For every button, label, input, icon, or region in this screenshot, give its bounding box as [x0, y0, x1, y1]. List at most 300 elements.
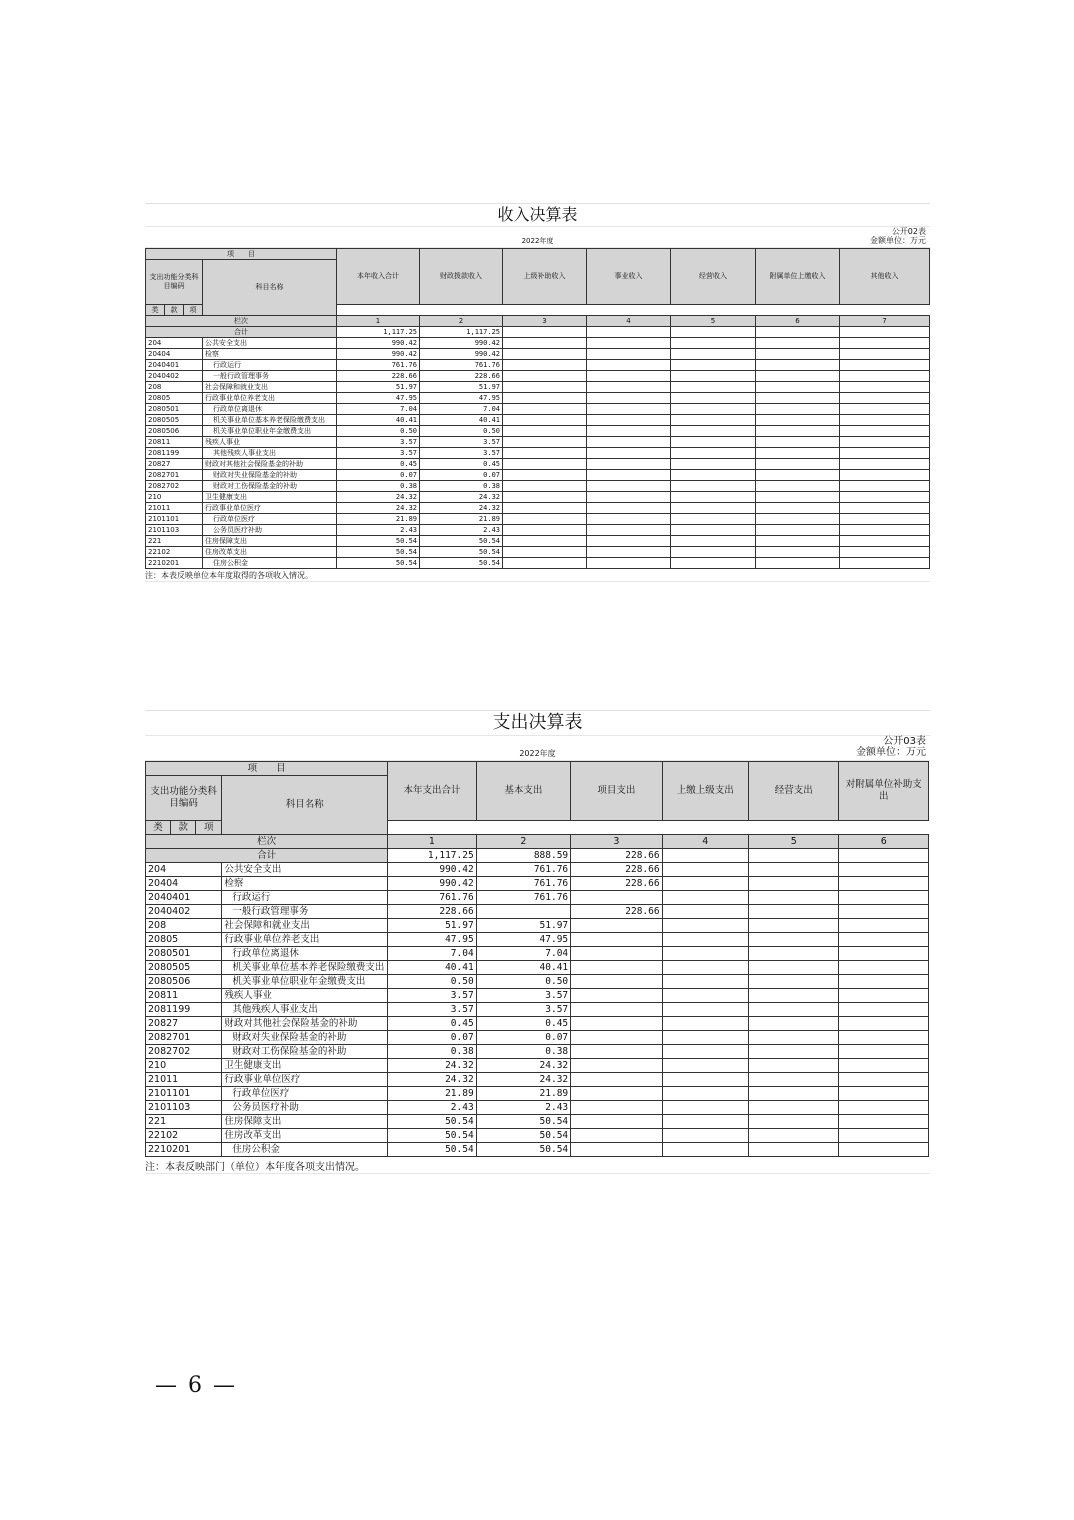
row-value: 24.32: [420, 503, 503, 514]
empty-cell: [662, 891, 748, 905]
empty-cell: [756, 371, 840, 382]
row-value: 24.32: [476, 1073, 570, 1087]
row-name: 财政对工伤保险基金的补助: [222, 1045, 388, 1059]
empty-cell: [503, 426, 587, 437]
income-header-xiang: 项: [184, 305, 203, 316]
empty-cell: [840, 536, 930, 547]
income-header-code-group: 支出功能分类科目编码: [146, 260, 203, 305]
row-value: 228.66: [388, 905, 476, 919]
empty-cell: [503, 558, 587, 569]
empty-cell: [671, 382, 756, 393]
row-value: 50.54: [388, 1129, 476, 1143]
empty-cell: [662, 1017, 748, 1031]
empty-cell: [503, 470, 587, 481]
empty-cell: [756, 459, 840, 470]
empty-cell: [839, 975, 929, 989]
empty-cell: [756, 558, 840, 569]
empty-cell: [587, 382, 671, 393]
row-value: 3.57: [337, 437, 420, 448]
expense-table-grid: [145, 761, 929, 1157]
empty-cell: [749, 891, 839, 905]
empty-cell: [839, 919, 929, 933]
empty-cell: [839, 1031, 929, 1045]
empty-cell: [839, 863, 929, 877]
expense-col-num: 4: [662, 835, 748, 849]
row-value: [571, 1101, 662, 1115]
table-row: [146, 877, 929, 891]
empty-cell: [839, 947, 929, 961]
table-row: [146, 1115, 929, 1129]
empty-cell: [587, 470, 671, 481]
row-value: 50.54: [420, 558, 503, 569]
table-row: [146, 905, 929, 919]
empty-cell: [587, 503, 671, 514]
empty-cell: [839, 1115, 929, 1129]
row-value: 990.42: [388, 877, 476, 891]
row-value: 3.57: [388, 989, 476, 1003]
empty-cell: [840, 426, 930, 437]
row-code: 2101101: [146, 514, 203, 525]
row-code: 2081199: [146, 1003, 222, 1017]
row-value: 51.97: [420, 382, 503, 393]
row-value: 228.66: [420, 371, 503, 382]
empty-cell: [840, 558, 930, 569]
row-value: 228.66: [571, 905, 662, 919]
empty-cell: [671, 437, 756, 448]
table-row: [146, 547, 930, 558]
empty-cell: [662, 877, 748, 891]
row-value: 7.04: [476, 947, 570, 961]
row-value: 21.89: [420, 514, 503, 525]
row-value: 761.76: [476, 877, 570, 891]
expense-col-num: 3: [571, 835, 662, 849]
table-row: [146, 426, 930, 437]
expense-table-meta: [145, 736, 930, 761]
table-row: [146, 1031, 929, 1045]
row-value: 24.32: [420, 492, 503, 503]
row-code: 208: [146, 382, 203, 393]
row-value: 0.38: [337, 481, 420, 492]
empty-cell: [840, 382, 930, 393]
empty-cell: [840, 415, 930, 426]
row-value: 2.43: [388, 1101, 476, 1115]
table-row: [146, 863, 929, 877]
page-number: — 6 —: [155, 1373, 237, 1398]
empty-cell: [749, 961, 839, 975]
row-value: 47.95: [388, 933, 476, 947]
empty-cell: [839, 1087, 929, 1101]
row-name: 财政对其他社会保险基金的补助: [222, 1017, 388, 1031]
row-code: 2040402: [146, 371, 203, 382]
row-value: [571, 1073, 662, 1087]
row-value: 3.57: [476, 1003, 570, 1017]
row-name: 公共安全支出: [203, 338, 337, 349]
empty-cell: [749, 989, 839, 1003]
empty-cell: [662, 975, 748, 989]
empty-cell: [756, 404, 840, 415]
empty-cell: [756, 492, 840, 503]
row-code: 2082701: [146, 470, 203, 481]
row-value: 761.76: [476, 863, 570, 877]
row-value: 7.04: [388, 947, 476, 961]
row-name: 行政单位离退休: [203, 404, 337, 415]
row-value: 0.38: [476, 1045, 570, 1059]
expense-table-year: 2022年度: [519, 749, 556, 758]
empty-cell: [662, 1129, 748, 1143]
empty-cell: [662, 1101, 748, 1115]
row-code: 2080506: [146, 975, 222, 989]
empty-cell: [839, 905, 929, 919]
table-row: [146, 393, 930, 404]
empty-cell: [839, 1143, 929, 1157]
empty-cell: [503, 393, 587, 404]
expense-header-xiangmu: 项 目: [146, 762, 388, 776]
row-code: 2080501: [146, 947, 222, 961]
row-value: 2.43: [420, 525, 503, 536]
expense-total-value: 228.66: [571, 849, 662, 863]
row-name: 其他残疾人事业支出: [222, 1003, 388, 1017]
row-value: 2.43: [476, 1101, 570, 1115]
row-code: 204: [146, 863, 222, 877]
income-header-col-6: 附属单位上缴收入: [756, 249, 840, 305]
row-code: 20827: [146, 459, 203, 470]
row-value: 0.38: [420, 481, 503, 492]
expense-total-value: 888.59: [476, 849, 570, 863]
table-row: [146, 961, 929, 975]
row-code: 2080505: [146, 961, 222, 975]
income-col-num: 2: [420, 316, 503, 327]
row-value: 990.42: [337, 338, 420, 349]
row-value: 50.54: [337, 536, 420, 547]
row-value: 0.45: [476, 1017, 570, 1031]
empty-cell: [587, 448, 671, 459]
empty-cell: [839, 989, 929, 1003]
empty-cell: [749, 1017, 839, 1031]
row-value: [571, 947, 662, 961]
table-row: [146, 1087, 929, 1101]
expense-table-title: 支出决算表: [145, 710, 930, 736]
expense-header-kuan: 款: [171, 821, 196, 835]
empty-cell: [503, 415, 587, 426]
row-value: 0.07: [337, 470, 420, 481]
row-value: 3.57: [388, 1003, 476, 1017]
empty-cell: [671, 338, 756, 349]
row-name: 行政运行: [222, 891, 388, 905]
row-value: 228.66: [571, 863, 662, 877]
empty-cell: [587, 547, 671, 558]
empty-cell: [671, 360, 756, 371]
row-value: 50.54: [420, 547, 503, 558]
row-code: 21011: [146, 503, 203, 514]
income-table-unit: 金额单位：万元: [870, 236, 926, 245]
row-name: 住房保障支出: [222, 1115, 388, 1129]
empty-cell: [840, 371, 930, 382]
table-row: [146, 1017, 929, 1031]
table-row: [146, 1101, 929, 1115]
row-code: 20811: [146, 437, 203, 448]
empty-cell: [587, 437, 671, 448]
table-row: [146, 470, 930, 481]
empty-cell: [503, 448, 587, 459]
empty-cell: [587, 349, 671, 360]
row-value: 7.04: [337, 404, 420, 415]
empty-cell: [662, 1143, 748, 1157]
table-row: [146, 1129, 929, 1143]
expense-header-col-2: 基本支出: [476, 762, 570, 821]
row-name: 社会保障和就业支出: [203, 382, 337, 393]
empty-cell: [503, 492, 587, 503]
empty-cell: [756, 382, 840, 393]
row-value: 24.32: [388, 1059, 476, 1073]
row-value: [571, 1045, 662, 1059]
row-code: 210: [146, 492, 203, 503]
empty-cell: [503, 371, 587, 382]
empty-cell: [671, 481, 756, 492]
row-value: 990.42: [337, 349, 420, 360]
row-value: 24.32: [476, 1059, 570, 1073]
expense-table-sheet: [145, 710, 930, 1174]
row-value: 0.45: [420, 459, 503, 470]
row-value: [571, 1143, 662, 1157]
row-code: 20404: [146, 877, 222, 891]
income-col-num: 4: [587, 316, 671, 327]
empty-cell: [756, 481, 840, 492]
row-code: 221: [146, 536, 203, 547]
expense-header-col-4: 上缴上级支出: [662, 762, 748, 821]
row-code: 204: [146, 338, 203, 349]
empty-cell: [749, 1115, 839, 1129]
row-name: 残疾人事业: [222, 989, 388, 1003]
empty-cell: [839, 891, 929, 905]
income-total-label: 合计: [146, 327, 337, 338]
table-row: [146, 514, 930, 525]
row-value: 50.54: [337, 547, 420, 558]
row-value: 228.66: [571, 877, 662, 891]
empty-cell: [839, 1045, 929, 1059]
row-value: [571, 975, 662, 989]
row-value: 761.76: [337, 360, 420, 371]
table-row: [146, 1059, 929, 1073]
row-code: 20404: [146, 349, 203, 360]
row-name: 住房保障支出: [203, 536, 337, 547]
empty-cell: [756, 426, 840, 437]
row-name: 住房公积金: [222, 1143, 388, 1157]
empty-cell: [839, 961, 929, 975]
row-code: 2101103: [146, 525, 203, 536]
empty-cell: [840, 349, 930, 360]
row-value: 51.97: [476, 919, 570, 933]
empty-cell: [671, 459, 756, 470]
row-code: 2081199: [146, 448, 203, 459]
row-value: [571, 989, 662, 1003]
expense-col-num: 2: [476, 835, 570, 849]
table-row: [146, 371, 930, 382]
row-name: 行政事业单位医疗: [222, 1073, 388, 1087]
expense-total-label: 合计: [146, 849, 388, 863]
table-row: [146, 437, 930, 448]
empty-cell: [503, 525, 587, 536]
table-row: [146, 947, 929, 961]
row-value: 0.38: [388, 1045, 476, 1059]
table-row: [146, 492, 930, 503]
empty-cell: [756, 514, 840, 525]
empty-cell: [587, 459, 671, 470]
row-name: 财政对其他社会保险基金的补助: [203, 459, 337, 470]
table-row: [146, 382, 930, 393]
table-row: [146, 1073, 929, 1087]
empty-cell: [662, 1031, 748, 1045]
row-code: 2040401: [146, 891, 222, 905]
empty-cell: [749, 933, 839, 947]
income-header-col-7: 其他收入: [840, 249, 930, 305]
empty-cell: [756, 547, 840, 558]
row-code: 20827: [146, 1017, 222, 1031]
empty-cell: [749, 1129, 839, 1143]
empty-cell: [662, 947, 748, 961]
income-col-num: 7: [840, 316, 930, 327]
empty-cell: [587, 525, 671, 536]
table-row: [146, 989, 929, 1003]
row-value: 21.89: [476, 1087, 570, 1101]
expense-header-col-1: 本年支出合计: [388, 762, 476, 821]
table-row: [146, 558, 930, 569]
empty-cell: [662, 905, 748, 919]
table-row: [146, 1045, 929, 1059]
expense-total-value: 1,117.25: [388, 849, 476, 863]
empty-cell: [671, 448, 756, 459]
table-row: [146, 525, 930, 536]
empty-cell: [839, 1101, 929, 1115]
empty-cell: [756, 360, 840, 371]
row-value: [571, 961, 662, 975]
empty-cell: [587, 426, 671, 437]
table-row: [146, 338, 930, 349]
expense-col-num: 1: [388, 835, 476, 849]
income-table-title: 收入决算表: [145, 203, 930, 227]
empty-cell: [503, 547, 587, 558]
empty-cell: [503, 404, 587, 415]
expense-header-code-group: 支出功能分类科目编码: [146, 776, 222, 821]
empty-cell: [840, 525, 930, 536]
row-value: 21.89: [388, 1087, 476, 1101]
table-row: [146, 360, 930, 371]
empty-cell: [671, 558, 756, 569]
empty-cell: [749, 1087, 839, 1101]
income-col-num: 5: [671, 316, 756, 327]
empty-cell: [839, 1003, 929, 1017]
empty-cell: [749, 905, 839, 919]
empty-cell: [840, 514, 930, 525]
row-code: 221: [146, 1115, 222, 1129]
row-value: [571, 1129, 662, 1143]
row-value: 761.76: [476, 891, 570, 905]
empty-cell: [756, 415, 840, 426]
empty-cell: [671, 426, 756, 437]
empty-cell: [749, 1143, 839, 1157]
expense-header-col-5: 经营支出: [749, 762, 839, 821]
income-total-value: 1,117.25: [420, 327, 503, 338]
row-name: 行政事业单位养老支出: [222, 933, 388, 947]
income-table-note: 注：本表反映单位本年度取得的各项收入情况。: [145, 570, 930, 582]
row-code: 20805: [146, 933, 222, 947]
table-row: [146, 448, 930, 459]
row-name: 住房公积金: [203, 558, 337, 569]
empty-cell: [840, 547, 930, 558]
empty-cell: [503, 536, 587, 547]
row-value: 50.54: [388, 1115, 476, 1129]
empty-cell: [587, 536, 671, 547]
table-row: [146, 1003, 929, 1017]
empty-cell: [671, 525, 756, 536]
empty-cell: [662, 961, 748, 975]
empty-cell: [503, 349, 587, 360]
empty-cell: [749, 863, 839, 877]
expense-table-unit: 金额单位：万元: [856, 747, 926, 758]
row-value: 50.54: [476, 1129, 570, 1143]
empty-cell: [662, 989, 748, 1003]
row-value: 40.41: [388, 961, 476, 975]
empty-cell: [839, 1059, 929, 1073]
row-name: 财政对失业保险基金的补助: [222, 1031, 388, 1045]
income-header-kuan: 款: [165, 305, 184, 316]
empty-cell: [503, 481, 587, 492]
empty-cell: [671, 547, 756, 558]
row-name: 公务员医疗补助: [203, 525, 337, 536]
empty-cell: [503, 382, 587, 393]
row-value: [571, 919, 662, 933]
expense-header-xiang: 项: [196, 821, 222, 835]
row-code: 20811: [146, 989, 222, 1003]
income-header-col-5: 经营收入: [671, 249, 756, 305]
empty-cell: [662, 1003, 748, 1017]
empty-cell: [503, 360, 587, 371]
row-code: 2210201: [146, 558, 203, 569]
empty-cell: [662, 1073, 748, 1087]
empty-cell: [671, 404, 756, 415]
empty-cell: [671, 470, 756, 481]
empty-cell: [756, 525, 840, 536]
empty-cell: [839, 1017, 929, 1031]
row-value: 24.32: [337, 492, 420, 503]
row-name: 机关事业单位基本养老保险缴费支出: [203, 415, 337, 426]
empty-cell: [587, 371, 671, 382]
expense-header-lei: 类: [146, 821, 171, 835]
row-value: [571, 891, 662, 905]
income-table-meta: [145, 227, 930, 248]
empty-cell: [662, 1059, 748, 1073]
expense-col-num: 6: [839, 835, 929, 849]
row-value: 0.50: [337, 426, 420, 437]
income-header-col-1: 本年收入合计: [337, 249, 420, 305]
income-table-id: 公开02表: [891, 227, 926, 236]
row-value: 0.07: [420, 470, 503, 481]
empty-cell: [662, 1045, 748, 1059]
row-code: 20805: [146, 393, 203, 404]
row-name: 行政单位离退休: [222, 947, 388, 961]
row-value: 50.54: [476, 1115, 570, 1129]
row-name: 公务员医疗补助: [222, 1101, 388, 1115]
empty-cell: [756, 448, 840, 459]
empty-cell: [662, 1087, 748, 1101]
expense-header-col-6: 对附属单位补助支出: [839, 762, 929, 821]
row-value: 990.42: [420, 338, 503, 349]
empty-cell: [839, 877, 929, 891]
table-row: [146, 349, 930, 360]
empty-cell: [840, 437, 930, 448]
row-value: 21.89: [337, 514, 420, 525]
row-code: 2080505: [146, 415, 203, 426]
row-name: 卫生健康支出: [222, 1059, 388, 1073]
